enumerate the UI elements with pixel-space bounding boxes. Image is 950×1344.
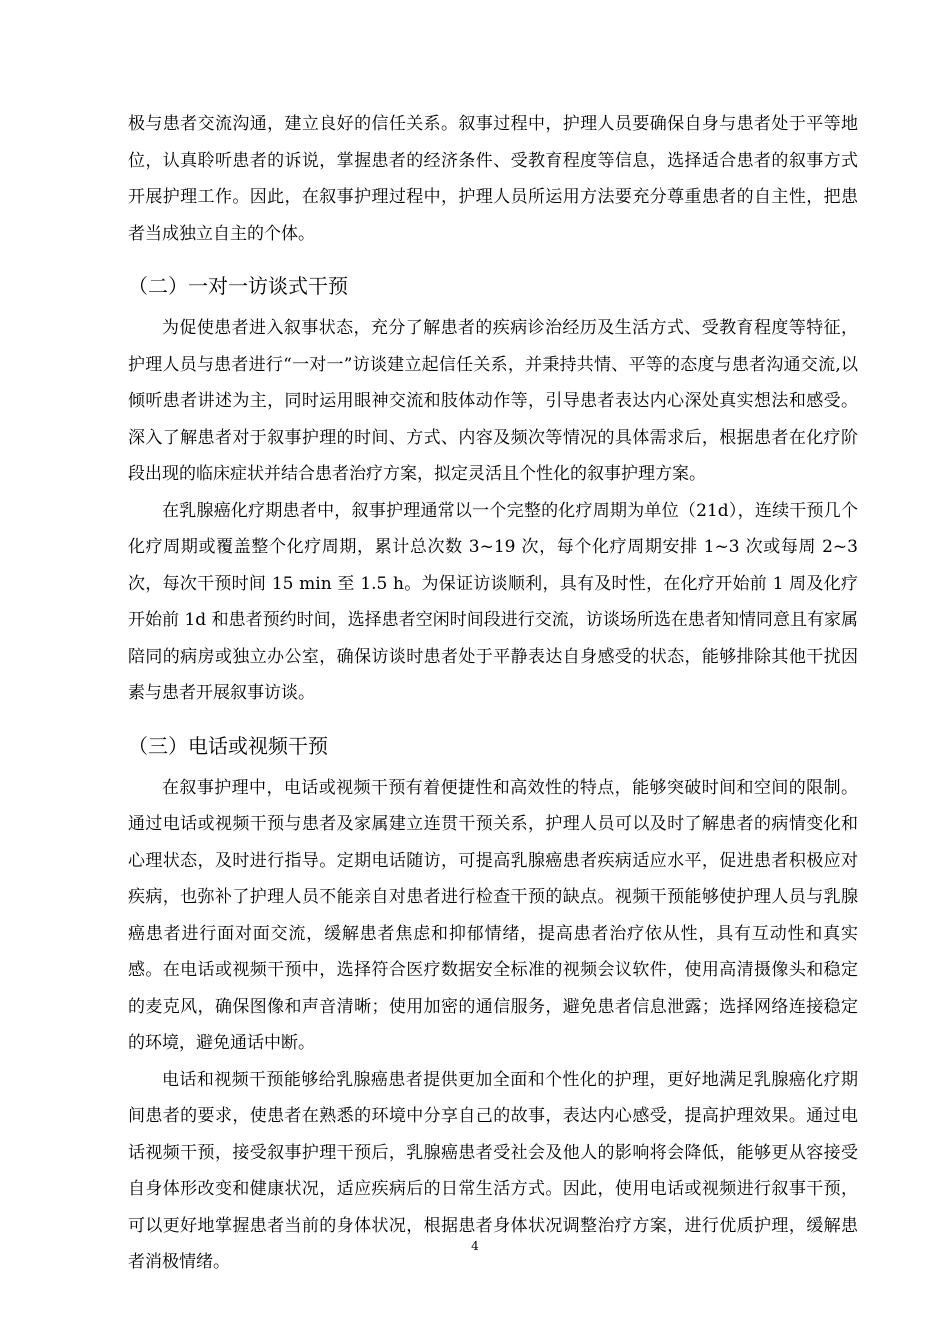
section-heading-one-on-one-interview: （二）一对一访谈式干预: [128, 274, 348, 298]
paragraph-continued: 极与患者交流沟通，建立良好的信任关系。叙事过程中，护理人员要确保自身与患者处于平等地位，认真聆听患者的诉说，掌握患者的经济条件、受教育程度等信息，选择适合患者的叙事方式开展护理工作。因此，在叙事护理过程中，护理人员所运用方法要充分尊重患者的自主性，把患者当成独立自主的个体。: [128, 114, 858, 244]
paragraph-phone-video-features: 在叙事护理中，电话或视频干预有着便捷性和高效性的特点，能够突破时间和空间的限制。通过电话或视频干预与患者及家属建立连贯干预关系，护理人员可以及时了解患者的病情变化和心理状态，及时进行指导。定期电话随访，可提高乳腺癌患者疾病适应水平，促进患者积极应对疾病，也弥补了护理人员不能亲自对患者进行检查干预的缺点。视频干预能够使护理人员与乳腺癌患者进行面对面交流，缓解患者焦虑和抑郁情绪，提高患者治疗依从性，具有互动性和真实感。在电话或视频干预中，选择符合医疗数据安全标准的视频会议软件，使用高清摄像头和稳定的麦克风，确保图像和声音清晰；使用加密的通信服务，避免患者信息泄露；选择网络连接稳定的环境，避免通话中断。: [128, 777, 858, 1053]
paragraph-interview-approach: 为促使患者进入叙事状态，充分了解患者的疾病诊治经历及生活方式、受教育程度等特征，护理人员与患者进行“一对一”访谈建立起信任关系，并秉持共情、平等的态度与患者沟通交流,以倾听患者讲述为主，同时运用眼神交流和肢体动作等，引导患者表达内心深处真实想法和感受。深入了解患者对于叙事护理的时间、方式、内容及频次等情况的具体需求后，根据患者在化疗阶段出现的临床症状并结合患者治疗方案，拟定灵活且个性化的叙事护理方案。: [128, 318, 858, 484]
section-heading-phone-video-intervention: （三）电话或视频干预: [128, 733, 328, 758]
page-number: 4: [471, 1239, 479, 1253]
page-body: [128, 106, 858, 1281]
paragraph-phone-video-benefits: 电话和视频干预能够给乳腺癌患者提供更加全面和个性化的护理，更好地满足乳腺癌化疗期间患者的要求，使患者在熟悉的环境中分享自己的故事，表达内心感受，提高护理效果。通过电话视频干预，接受叙事护理干预后，乳腺癌患者受社会及他人的影响将会降低，能够更从容接受自身体形改变和健康状况，适应疾病后的日常生活方式。因此，使用电话或视频进行叙事干预，可以更好地掌握患者当前的身体状况，根据患者身体状况调整治疗方案，进行优质护理，缓解患者消极情绪。: [128, 1069, 858, 1272]
paragraph-interview-schedule: 在乳腺癌化疗期患者中，叙事护理通常以一个完整的化疗周期为单位（21d），连续干预几个化疗周期或覆盖整个化疗周期，累计总次数 3~19 次，每个化疗周期安排 1~3 次或每周 2~3 次，每次干预时间 15 min 至 1.5 h。为保证访谈顺利，具有及时性，在化疗开始前 1 周及化疗开始前 1d 和患者预约时间，选择患者空闲时间段进行交流，访谈场所选在患者知情同意且有家属陪同的病房或独立办公室，确保访谈时患者处于平静表达自身感受的状态，能够排除其他干扰因素与患者开展叙事访谈。: [128, 500, 858, 703]
